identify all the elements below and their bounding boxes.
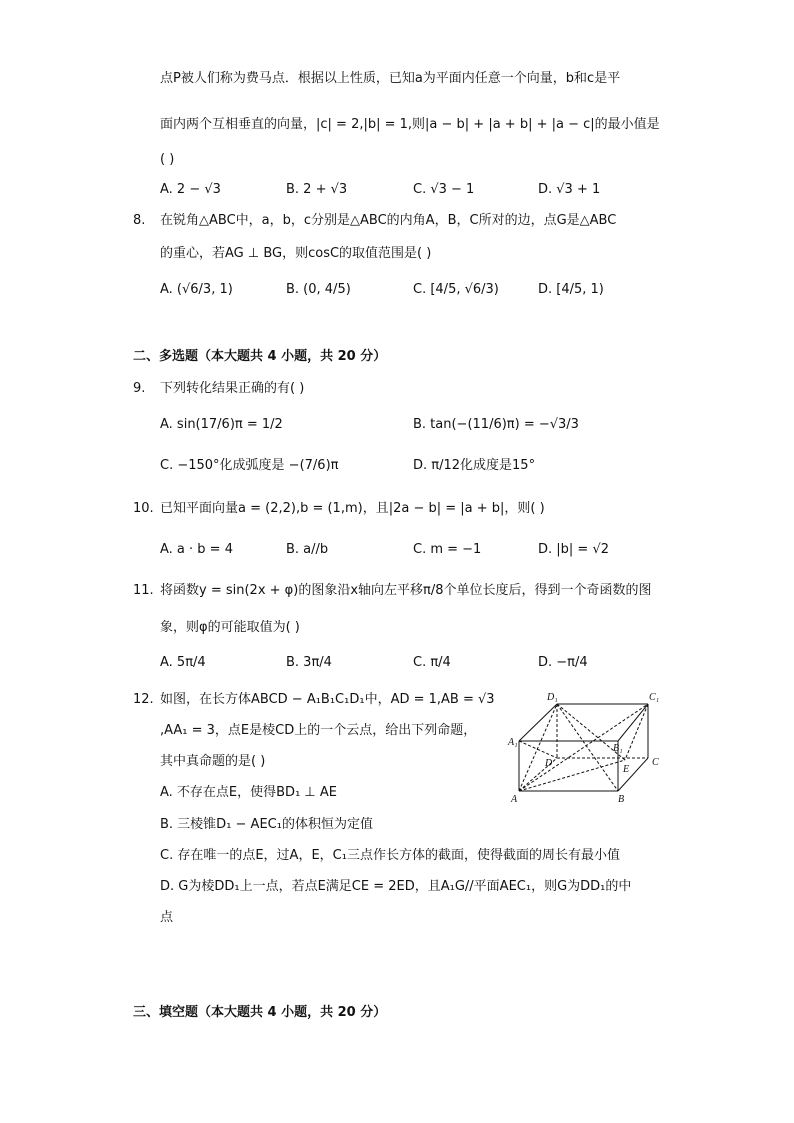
q11-option-a: A. 5π/4 [160, 655, 206, 670]
q8-number: 8. [133, 213, 146, 228]
q9-option-a: A. sin(17/6)π = 1/2 [160, 417, 283, 432]
q8-option-b: B. (0, 4/5) [286, 282, 351, 297]
q9-option-d: D. π/12化成度是15° [413, 458, 536, 473]
q9-option-b: B. tan(−(11/6)π) = −√3/3 [413, 417, 579, 432]
q9-option-c: C. −150°化成弧度是 −(7/6)π [160, 458, 339, 473]
q12-number: 12. [133, 692, 154, 707]
q11-option-d: D. −π/4 [538, 655, 588, 670]
q7-option-b: B. 2 + √3 [286, 182, 348, 197]
q7-option-a: A. 2 − √3 [160, 182, 221, 197]
q11-line2: 象，则φ的可能取值为( ) [160, 620, 300, 635]
label-b: B [618, 794, 625, 805]
q12-line1: 如图，在长方体ABCD − A₁B₁C₁D₁中，AD = 1,AB = √3 [160, 692, 495, 707]
cuboid-figure [505, 688, 665, 810]
label-c1: C₁ [649, 692, 660, 703]
q8-option-a: A. (√6/3, 1) [160, 282, 233, 297]
q10-number: 10. [133, 501, 154, 516]
q12-option-c: C. 存在唯一的点E，过A，E，C₁三点作长方体的截面，使得截面的周长有最小值 [160, 848, 620, 863]
label-a: A [511, 794, 518, 805]
section-2-heading: 二、多选题（本大题共 4 小题，共 20 分） [133, 349, 387, 364]
q12-option-b: B. 三棱锥D₁ − AEC₁的体积恒为定值 [160, 817, 373, 832]
q7-option-d: D. √3 + 1 [538, 182, 601, 197]
label-c: C [652, 757, 659, 768]
q12-line2: ,AA₁ = 3，点E是棱CD上的一个云点，给出下列命题， [160, 723, 477, 738]
q8-line1: 在锐角△ABC中，a，b，c分别是△ABC的内角A，B，C所对的边，点G是△ABC [160, 213, 617, 228]
label-d: D [545, 758, 553, 769]
label-d1: D₁ [547, 692, 558, 703]
q10-option-b: B. a//b [286, 542, 329, 557]
q12-option-d-line2: 点 [160, 910, 174, 925]
q7-line3: ( ) [160, 152, 175, 167]
q10-line1: 已知平面向量a = (2,2),b = (1,m)，且|2a − b| = |a + b|，则( ) [160, 501, 545, 516]
q8-option-c: C. [4/5, √6/3) [413, 282, 499, 297]
q11-option-c: C. π/4 [413, 655, 451, 670]
q7-option-c: C. √3 − 1 [413, 182, 475, 197]
label-e: E [623, 764, 630, 775]
section-3-heading: 三、填空题（本大题共 4 小题，共 20 分） [133, 1005, 387, 1020]
q11-option-b: B. 3π/4 [286, 655, 332, 670]
q12-option-d-line1: D. G为棱DD₁上一点，若点E满足CE = 2ED，且A₁G//平面AEC₁，则G为DD₁的中 [160, 879, 632, 894]
label-a1: A₁ [508, 737, 518, 748]
q10-option-a: A. a · b = 4 [160, 542, 233, 557]
q11-line1: 将函数y = sin(2x + φ)的图象沿x轴向左平移π/8个单位长度后，得到一个奇函数的图 [160, 583, 652, 598]
q8-line2: 的重心，若AG ⊥ BG，则cosC的取值范围是( ) [160, 246, 432, 261]
q10-option-d: D. |b| = √2 [538, 542, 609, 557]
q10-option-c: C. m = −1 [413, 542, 482, 557]
q12-line3: 其中真命题的是( ) [160, 754, 266, 769]
q12-option-a: A. 不存在点E，使得BD₁ ⊥ AE [160, 785, 337, 800]
q9-line1: 下列转化结果正确的有( ) [160, 381, 305, 396]
q11-number: 11. [133, 583, 154, 598]
q7-line2: 面内两个互相垂直的向量，|c| = 2,|b| = 1,则|a − b| + |a + b| + |a − c|的最小值是 [160, 117, 660, 132]
q8-option-d: D. [4/5, 1) [538, 282, 604, 297]
q7-line1: 点P被人们称为费马点．根据以上性质，已知a为平面内任意一个向量，b和c是平 [160, 71, 621, 86]
q9-number: 9. [133, 381, 146, 396]
label-b1: B₁ [613, 743, 623, 754]
